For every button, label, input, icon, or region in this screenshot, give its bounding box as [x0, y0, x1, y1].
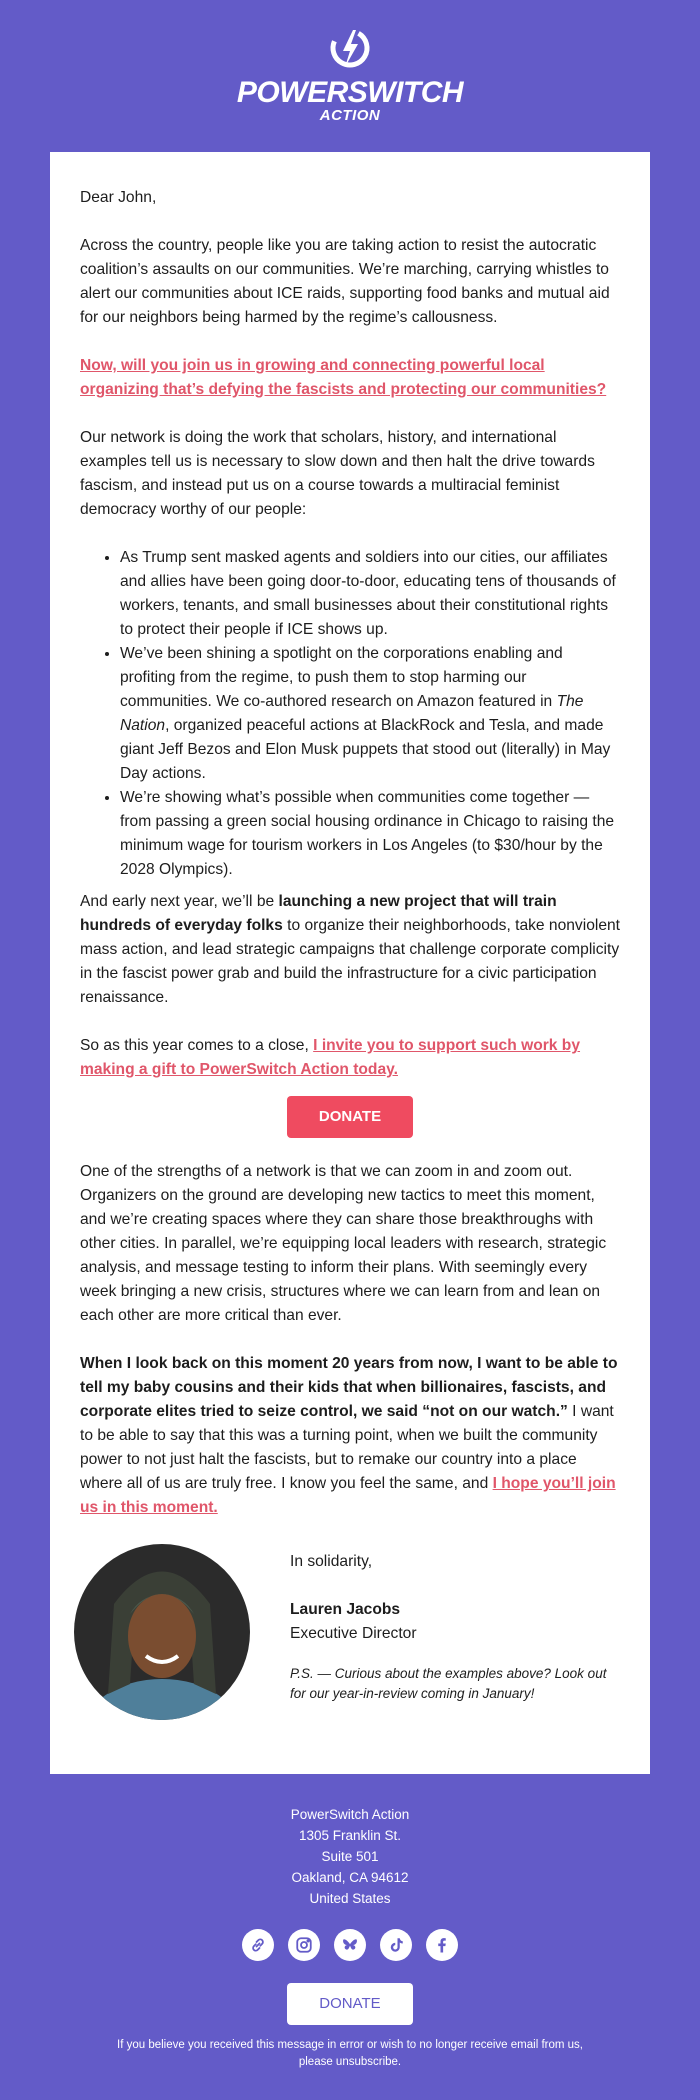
join-moment-link[interactable]: I hope you’ll join us in this moment. — [80, 1475, 616, 1516]
list-item: • We’ve been shining a spotlight on the corporations enabling and profiting from the regime, to push them to stop harming our communities. We co-authored research on Amazon featured in The Nation, organized peaceful actions at BlackRock and Tesla, and made giant Jeff Bezos and Elon Musk puppets that stood out (literally) in May Day actions. — [120, 642, 620, 786]
greeting: Dear John, — [80, 189, 157, 206]
email-footer — [0, 1774, 700, 2071]
paragraph-intro: Across the country, people like you are taking action to resist the autocratic coalition’s assaults on our communities. We’re marching, carrying whistles to alert our communities about ICE raids, supporting food banks and mutual aid for our neighbors being harmed by the regime’s callousness. — [80, 237, 610, 326]
accomplishments-list — [80, 546, 620, 882]
paragraph-network-strength: One of the strengths of a network is that we can zoom in and zoom out. Organizers on the ground are developing new tactics to meet this moment, and we’re creating spaces where they can share those breakthroughs with other cities. In parallel, we’re equipping local leaders with research, strategic analysis, and message testing to inform their plans. With seemingly every week bringing a new crisis, structures where we can learn from and lean on each other are more critical than ever. — [80, 1163, 607, 1324]
email-header — [0, 0, 700, 152]
paragraph-new-project: And early next year, we’ll be launching a new project that will train hundreds of everyday folks to organize their neighborhoods, take nonviolent mass action, and lead strategic campaigns that challenge corporate complicity in the fascist power grab and build the infrastructure for a civic participation renaissance. — [80, 893, 621, 1006]
postal-address: PowerSwitch Action 1305 Franklin St. Suite 501 Oakland, CA 94612 United States — [290, 1807, 410, 1906]
social-links — [0, 1929, 700, 1961]
paragraph-invite: So as this year comes to a close, I invite you to support such work by making a gift to PowerSwitch Action today. — [80, 1037, 581, 1078]
signature-block — [80, 1544, 620, 1734]
link-icon[interactable] — [242, 1929, 274, 1961]
facebook-icon[interactable] — [426, 1929, 458, 1961]
avatar — [74, 1544, 250, 1720]
tiktok-icon[interactable] — [380, 1929, 412, 1961]
list-item: • We’re showing what’s possible when communities come together — from passing a green social housing ordinance in Chicago to raising the minimum wage for tourism workers in Los Angeles (to $30/hour by the 2028 Olympics). — [120, 786, 620, 882]
brand-subname: ACTION — [319, 107, 381, 124]
bluesky-icon[interactable] — [334, 1929, 366, 1961]
instagram-icon[interactable] — [288, 1929, 320, 1961]
support-gift-link[interactable]: I invite you to support such work by making a gift to PowerSwitch Action today. — [80, 1037, 581, 1078]
unsubscribe-notice: If you believe you received this message in error or wish to no longer receive email from us, please unsubscribe. — [117, 2039, 583, 2068]
join-us-link[interactable]: Now, will you join us in growing and connecting powerful local organizing that’s defying the fascists and protecting our communities? — [80, 357, 607, 398]
list-item: • As Trump sent masked agents and soldiers into our cities, our affiliates and allies have been going door-to-door, educating tens of thousands of workers, tenants, and small businesses about their constitutional rights to protect their people if ICE shows up. — [120, 546, 620, 642]
letter-card — [50, 152, 650, 1774]
donate-button[interactable]: DONATE — [287, 1096, 413, 1138]
footer-donate-button[interactable]: DONATE — [287, 1983, 413, 2025]
powerswitch-logo-icon — [326, 24, 374, 72]
postscript: P.S. — Curious about the examples above? Look out for our year-in-review coming in January! — [290, 1666, 607, 1701]
paragraph-network: Our network is doing the work that scholars, history, and international examples tell us is necessary to slow down and then halt the drive towards fascism, and instead put us on a course towards a multiracial feminist democracy worthy of our people: — [80, 429, 595, 518]
unsubscribe-link[interactable]: please unsubscribe. — [298, 2056, 402, 2068]
brand-name: POWERSWITCH — [236, 76, 464, 109]
signer-name: Lauren Jacobs — [290, 1601, 401, 1618]
closing-text: In solidarity, — [290, 1553, 373, 1570]
paragraph-looking-back: When I look back on this moment 20 years from now, I want to be able to tell my baby cousins and their kids that when billionaires, fascists, and corporate elites tried to seize control, we said “not on our watch.” I want to be able to say that this was a turning point, when we built the community power to not just halt the fascists, but to remake our country into a place where all of us are truly free. I know you feel the same, and I hope you’ll join us in this moment. — [80, 1355, 618, 1516]
signer-title: Executive Director — [290, 1625, 417, 1642]
